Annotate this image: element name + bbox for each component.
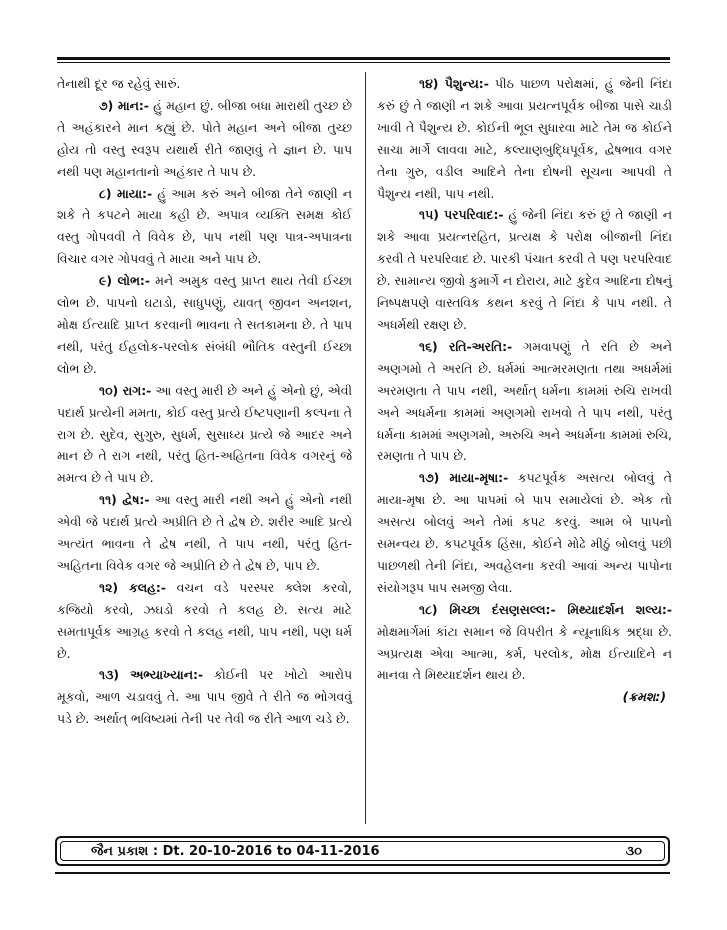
top-rule bbox=[57, 57, 670, 60]
paragraph bbox=[57, 95, 352, 183]
paragraph-text: મને અમુક વસ્તુ પ્રાપ્ત થાય તેવી ઈચ્છા લોભ છે. પાપનો ઘટાડો, સાધુપણું, યાવત્ જીવન અનશન, મોક્ષ ઈત્યાદિ પ્રાપ્ત કરવાની ભાવના તે સતકામના છે. તે પાપ નથી, પરંતુ ઈહલોક-પરલોક સંબંધી ભૌતિક વસ્તુની ઈચ્છા લોભ છે. bbox=[57, 273, 352, 376]
paragraph-heading: ૧૪) પૈશુન્ય:- bbox=[419, 76, 489, 91]
bottom-rule bbox=[55, 872, 670, 874]
paragraph-text: હું આમ કરું અને બીજા તેને જાણી ન શકે તે કપટને માયા કહી છે. અપાત્ર વ્યક્તિ સમક્ષ કોઈ વસ્તુ ગોપવવી તે વિવેક છે, પાપ નથી પણ પાત્ર-અપાત્રના વિચાર વગર ગોપવવું તે માયા અને પાપ છે. bbox=[57, 185, 353, 267]
paragraph bbox=[57, 73, 352, 95]
paragraph-text: આ વસ્તુ મારી છે અને હું એનો છું, એવી પદાર્થ પ્રત્યેની મમતા, કોઈ વસ્તુ પ્રત્યે ઈષ્ટપણાની કલ્પના તે રાગ છે. સુદેવ, સુગુરુ, સુધર્મ, સુસાધ્ય પ્રત્યે જે આદર અને માન છે તે રાગ નથી, પરંતુ હિત-અહિતના વિવેક વગરનું જે મમત્વ છે તે પાપ છે. bbox=[57, 382, 353, 486]
paragraph bbox=[57, 183, 352, 271]
paragraph bbox=[57, 270, 352, 380]
paragraph bbox=[377, 599, 672, 687]
paragraph-heading: ૧૩) અભ્યાખ્યાન:- bbox=[99, 667, 204, 683]
paragraph bbox=[57, 577, 352, 665]
left-column bbox=[57, 73, 352, 730]
paragraph-heading: ૧૦) રાગ:- bbox=[99, 382, 152, 398]
paragraph bbox=[57, 664, 352, 730]
paragraph bbox=[377, 73, 672, 204]
paragraph-heading: ૧૮) મિચ્છા દંસણસલ્લ:- મિથ્યાદર્શન શલ્ય:- bbox=[419, 601, 672, 617]
paragraph bbox=[57, 380, 352, 490]
continued-label: (ક્રમશ:) bbox=[622, 689, 666, 705]
paragraph bbox=[57, 489, 352, 577]
page-number: ૩૦ bbox=[625, 844, 642, 859]
footer-box bbox=[55, 836, 670, 866]
paragraph-text: પીઠ પાછળ પરોક્ષમાં, હું જેની નિંદા કરું છું તે જાણી ન શકે આવા પ્રયત્નપૂર્વક બીજા પાસે ચાડી ખાવી તે પૈશુન્ય છે. કોઈની ભૂલ સુધારવા માટે તેમ જ કોઈને સાચા માર્ગે લાવવા માટે, કલ્યાણબુદ્ધિપૂર્વક, દ્વેષભાવ વગર તેના ગુરુ, વડીલ આદિને તેના દોષની સૂચના આપવી તે પૈશુન્ય નથી, પાપ નથી. bbox=[377, 76, 673, 201]
footer-publication: જૈન પ્રકાશ : Dt. 20-10-2016 to 04-11-2016 bbox=[91, 844, 380, 859]
paragraph-text: હું મહાન છું. બીજા બધા મારાથી તુચ્છ છે તે અહંકારને માન કહ્યું છે. પોતે મહાન અને બીજા તુચ્છ હોય તો વસ્તુ સ્વરૂપ યથાર્થ રીતે જાણવું તે જ્ઞાન છે. પાપ નથી પણ મહાનતાનો અહંકાર તે પાપ છે. bbox=[57, 97, 352, 179]
top-rule-thin bbox=[57, 62, 670, 63]
paragraph-text: ગમવાપણું તે રતિ છે અને અણગમો તે અરતિ છે. ધર્મમાં આત્મરમણતા તથા અધર્મમાં અરમણતા તે પાપ નથી, અર્થાત્ ધર્મના કામમાં રુચિ રાખવી અને અધર્મના કામમાં અણગમો રાખવો તે પાપ નથી, પરંતુ ધર્મના કામમાં અણગમો, અરુચિ અને અધર્મના કામમાં રુચિ, રમણતા તે પાપ છે. bbox=[377, 338, 672, 464]
paragraph-heading: ૭) માન:- bbox=[99, 97, 149, 113]
paragraph-text: વચન વડે પરસ્પર ક્લેશ કરવો, કજિયો કરવો, ઝઘડો કરવો તે કલહ છે. સત્ય માટે સમતાપૂર્વક આગ્રહ કરવો તે કલહ નથી, પાપ નથી, પણ ધર્મ છે. bbox=[57, 579, 352, 661]
paragraph-heading: ૮) માયા:- bbox=[99, 185, 153, 201]
paragraph-heading: ૧૨) કલહ:- bbox=[99, 579, 166, 595]
paragraph bbox=[377, 204, 672, 335]
right-column bbox=[377, 73, 672, 708]
paragraph-text: આ વસ્તુ મારી નથી અને હું એનો નથી એવી જે પદાર્થ પ્રત્યે અપ્રીતિ છે તે દ્વેષ છે. શરીર આદિ પ્રત્યે અત્યંત ભાવના તે દ્વેષ નથી, તે પાપ નથી, પરંતુ હિત-અહિતના વિવેક વગર જે અપ્રીતિ છે તે દ્વેષ છે, પાપ છે. bbox=[57, 492, 352, 573]
paragraph-text: તેનાથી દૂર જ રહેવું સારું. bbox=[57, 76, 181, 91]
column-divider bbox=[365, 72, 366, 824]
paragraph-heading: ૧૬) રતિ-અરતિ:- bbox=[419, 338, 513, 354]
paragraph-text: મોક્ષમાર્ગમાં કાંટા સમાન જે વિપરીત કે ન્યૂનાધિક શ્રદ્ધા છે. અપ્રત્યક્ષ એવા આત્મા, કર્મ, પરલોક, મોક્ષ ઈત્યાદિને ન માનવા તે મિથ્યાદર્શન થાય છે. bbox=[377, 623, 672, 683]
paragraph-heading: ૧૧) દ્વેષ:- bbox=[99, 492, 150, 508]
paragraph-text: કોઈની પર ખોટો આરોપ મૂકવો, આળ ચડાવવું તે. આ પાપ જીવે તે રીતે જ ભોગવવું પડે છે. અર્થાત્ ભવિષ્યમાં તેની પર તેવી જ રીતે આળ ચડે છે. bbox=[57, 667, 352, 727]
paragraph-text: હું જેની નિંદા કરું છું તે જાણી ન શકે આવા પ્રયત્નરહિત, પ્રત્યક્ષ કે પરોક્ષ બીજાની નિંદા કરવી તે પરપરિવાદ છે. પારકી પંચાત કરવી તે પણ પરપરિવાદ છે. સામાન્ય જીવો કુમાર્ગે ન દોરાય, માટે કુદેવ આદિના દોષનું નિષ્પક્ષપણે વાસ્તવિક કથન કરવું તે નિંદા કે પાપ નથી. તે અધર્મથી રક્ષણ છે. bbox=[377, 207, 672, 332]
paragraph-heading: ૯) લોભ:- bbox=[99, 273, 150, 289]
paragraph-text: કપટપૂર્વક અસત્ય બોલવું તે માયા-મૃષા છે. આ પાપમાં બે પાપ સમાયેલાં છે. એક તો અસત્ય બોલવું અને તેમાં કપટ કરવું. આમ બે પાપનો સમન્વય છે. કપટપૂર્વક હિંસા, કોઈને મોઢે મીઠું બોલવું પછી પાછળથી તેની નિંદા, અવહેલના કરવી આવાં અન્ય પાપોના સંયોગરૂપ પાપ સમજી લેવા. bbox=[377, 470, 672, 595]
paragraph bbox=[377, 336, 672, 467]
paragraph-heading: ૧૫) પરપરિવાદ:- bbox=[419, 207, 504, 223]
paragraph-heading: ૧૭) માયા-મૃષા:- bbox=[419, 470, 509, 486]
paragraph bbox=[377, 467, 672, 598]
